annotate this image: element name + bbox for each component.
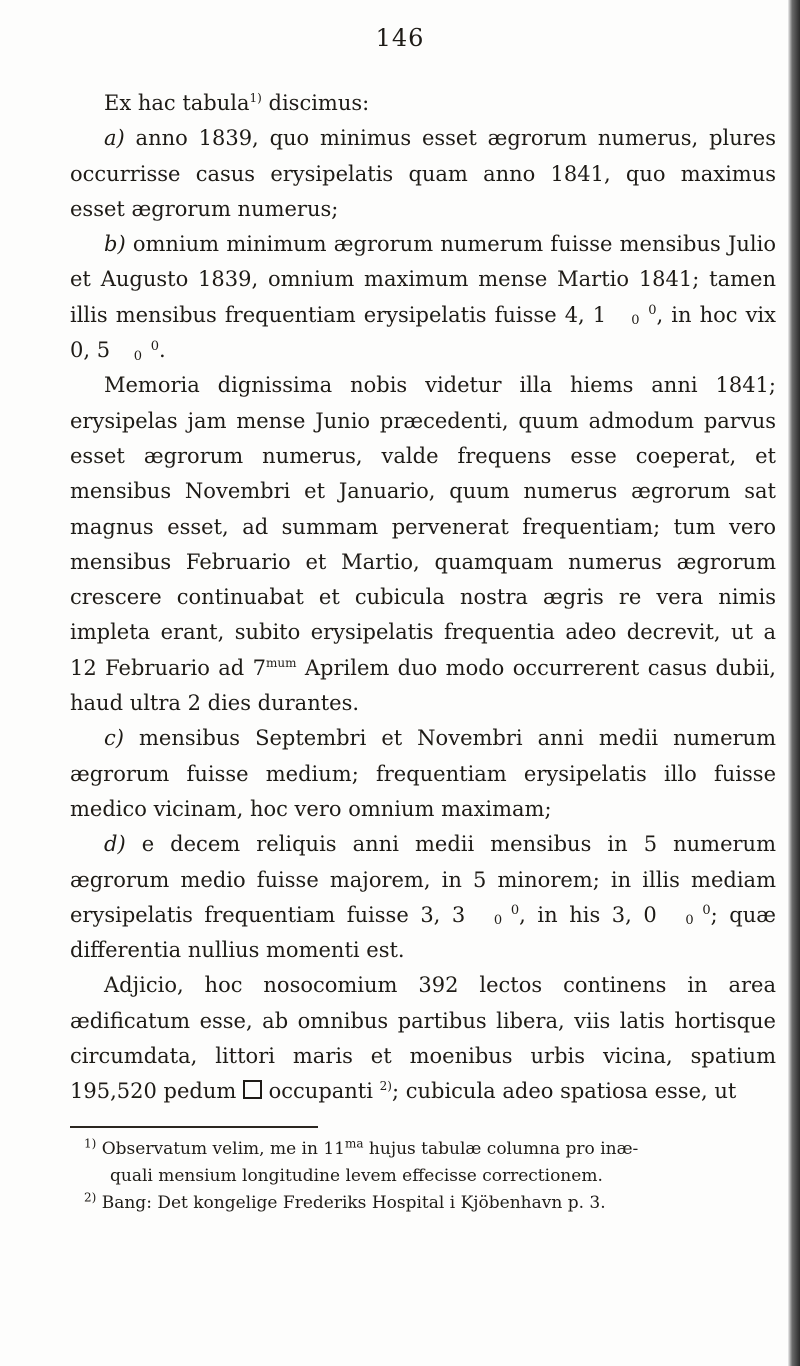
footnotes: [70, 1136, 776, 1217]
item-a-text: anno 1839, quo minimus esset ægrorum numerus, plures occurrisse casus erysipelatis quam anno 1841, quo maximus esset ægrorum numerus;: [70, 126, 776, 221]
intro-paragraph: [70, 86, 776, 121]
adjicio-text-2: occupanti: [261, 1079, 380, 1104]
item-d-paragraph: [70, 827, 776, 968]
main-text: [70, 86, 776, 1110]
adjicio-text-1: Adjicio, hoc nosocomium 392 lectos continens in area ædificatum esse, ab omnibus partibus libera, viis latis hortisque circumdata, littori maris et moenibus urbis vicina, spatium 195,520 pedum: [70, 973, 776, 1104]
item-d-text-3: ; quæ differentia nullius momenti est.: [70, 902, 776, 963]
memoria-text-1: Memoria dignissima nobis videtur illa hiems anni 1841; erysipelas jam mense Junio præcedenti, quum admodum parvus esset ægrorum numerus, valde frequens esse coeperat, et mensibus Novembri et Januario, quum numerus ægrorum sat magnus esset, ad summam pervenerat frequentiam; tum vero mensibus Februario et Martio, quamquam numerus ægrorum crescere continuabat et cubicula nostra ægris re vera nimis impleta erant, subito erysipelatis frequentia adeo decrevit, ut a 12 Februario ad 7: [70, 373, 776, 680]
footnote-1-superscript: ma: [344, 1136, 364, 1151]
percent-sign: 0 0: [631, 303, 657, 329]
item-c-text: mensibus Septembri et Novembri anni medii numerum ægrorum fuisse medium; frequentiam erysipelatis illo fuisse medico vicinam, hoc vero omnium maximam;: [70, 726, 776, 821]
item-b-text-2: , in hoc vix 0, 5: [70, 302, 776, 363]
item-b-text-3: .: [159, 338, 166, 363]
adjicio-paragraph: [70, 968, 776, 1109]
percent-sign: 0 0: [685, 903, 711, 929]
footnote-2: [70, 1190, 776, 1217]
item-b-paragraph: [70, 227, 776, 368]
footnote-1-continuation: quali mensium longitudine levem effecisse correctionem.: [110, 1166, 603, 1186]
memoria-text-2: Aprilem duo modo occurrerent casus dubii, haud ultra 2 dies durantes.: [70, 655, 776, 716]
footnote-ref-1: 1): [249, 91, 262, 105]
footnote-1-text-2: hujus tabulæ columna pro inæ-: [363, 1139, 639, 1159]
intro-end: discimus:: [261, 91, 370, 115]
footnote-divider: [70, 1126, 318, 1128]
ordinal-superscript: mum: [265, 655, 297, 670]
item-c-paragraph: [70, 721, 776, 827]
item-d-text-1: e decem reliquis anni medii mensibus in 5 numerum ægrorum medio fuisse majorem, in 5 minorem; in illis mediam erysipelatis frequentiam fuisse 3, 3: [70, 832, 776, 927]
item-d-text-2: , in his 3, 0: [519, 902, 669, 927]
page-edge-shadow: [788, 0, 800, 1366]
item-b-label: b): [104, 232, 126, 257]
footnote-ref-2: 2): [379, 1079, 392, 1094]
adjicio-text-3: ; cubicula adeo spatiosa esse, ut: [391, 1079, 737, 1104]
footnote-2-mark: 2): [84, 1190, 97, 1205]
item-a-label: a): [104, 126, 125, 151]
square-feet-icon: [243, 1080, 262, 1099]
footnote-1: [70, 1136, 776, 1190]
page-number: 146: [375, 24, 425, 52]
footnote-2-text: Bang: Det kongelige Frederiks Hospital i Kjöbenhavn p. 3.: [96, 1193, 606, 1213]
percent-sign: 0 0: [133, 338, 160, 364]
item-b-text-1: omnium minimum ægrorum numerum fuisse mensibus Julio et Augusto 1839, omnium maximum mense Martio 1841; tamen illis mensibus frequentiam erysipelatis fuisse 4, 1: [70, 232, 776, 327]
footnote-1-text: Observatum velim, me in 11: [96, 1139, 345, 1159]
footnote-1-mark: 1): [84, 1136, 97, 1151]
item-a-paragraph: [70, 121, 776, 227]
item-c-label: c): [104, 726, 124, 751]
percent-sign: 0 0: [493, 903, 520, 929]
memoria-paragraph: [70, 368, 776, 721]
item-d-label: d): [104, 832, 126, 857]
intro-text: Ex hac tabula: [104, 91, 250, 115]
